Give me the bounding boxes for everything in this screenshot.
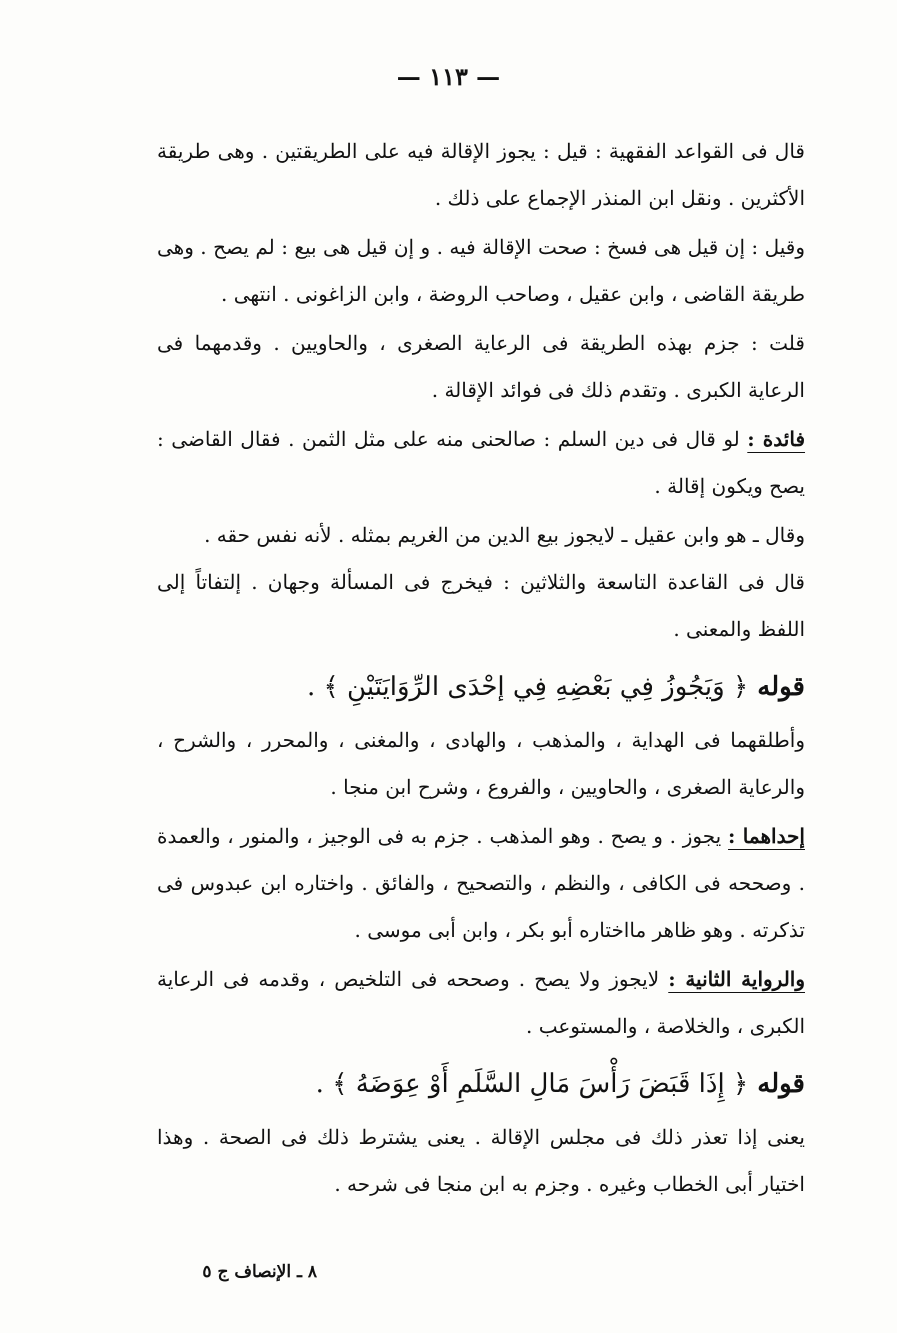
paragraph-faida <box>157 416 805 510</box>
heading-qawluhu-2 <box>157 1054 805 1114</box>
heading-1-quote: ﴿ وَيَجُوزُ فِي بَعْضِهِ فِي إحْدَى الرِّوَايَتَيْنِ ﴾ . <box>307 672 749 702</box>
paragraph-riwaya-thaniya <box>157 956 805 1050</box>
ihdahuma-label: إحداهما : <box>728 824 805 848</box>
paragraph-ihdahuma <box>157 813 805 954</box>
page-footer-signature: ٨ ـ الإنصاف ج ٥ <box>202 1262 317 1282</box>
ihdahuma-text: يجوز . و يصح . وهو المذهب . جزم به فى الوجيز ، والمنور ، والعمدة . وصححه فى الكافى ، والنظم ، والتصحيح ، والفائق . واختاره ابن عبدوس فى تذكرته . وهو ظاهر مااختاره أبو بكر ، وابن أبى موسى . <box>157 824 805 942</box>
page-number: — ١١٣ — <box>396 62 501 91</box>
heading-1-lead: قوله <box>757 672 805 702</box>
page-body <box>157 128 805 1208</box>
paragraph-wa-qala: وقال ـ هو وابن عقيل ـ لايجوز بيع الدين من الغريم بمثله . لأنه نفس حقه . <box>204 523 805 547</box>
paragraph-yani: يعنى إذا تعذر ذلك فى مجلس الإقالة . يعنى يشترط ذلك فى الصحة . وهذا اختيار أبى الخطاب وغيره . وجزم به ابن منجا فى شرحه . <box>157 1125 805 1196</box>
paragraph-atlaqahuma: وأطلقهما فى الهداية ، والمذهب ، والهادى ، والمغنى ، والمحرر ، والشرح ، والرعاية الصغرى ، والحاويين ، والفروع ، وشرح ابن منجا . <box>157 728 805 799</box>
paragraph-qila: وقيل : إن قيل هى فسخ : صحت الإقالة فيه . و إن قيل هى بيع : لم يصح . وهى طريقة القاضى ، وابن عقيل ، وصاحب الروضة ، وابن الزاغونى . انتهى . <box>157 235 806 306</box>
paragraph-qawaid: قال فى القواعد الفقهية : قيل : يجوز الإقالة فيه على الطريقتين . وهى طريقة الأكثرين . ونقل ابن المنذر الإجماع على ذلك . <box>157 139 805 210</box>
heading-qawluhu-1 <box>157 657 805 717</box>
paragraph-qaida: قال فى القاعدة التاسعة والثلاثين : فيخرج فى المسألة وجهان . إلتفاتاً إلى اللفظ والمعنى . <box>157 570 805 641</box>
riwaya-thaniya-label: والرواية الثانية : <box>668 967 805 991</box>
heading-2-lead: قوله <box>757 1069 805 1099</box>
paragraph-qultu: قلت : جزم بهذه الطريقة فى الرعاية الصغرى ، والحاويين . وقدمهما فى الرعاية الكبرى . وتقدم ذلك فى فوائد الإقالة . <box>157 331 805 402</box>
faida-label: فائدة : <box>747 427 806 451</box>
riwaya-thaniya-text: لايجوز ولا يصح . وصححه فى التلخيص ، وقدمه فى الرعاية الكبرى ، والخلاصة ، والمستوعب . <box>157 967 805 1038</box>
heading-2-quote: ﴿ إِذَا قَبَضَ رَأْسَ مَالِ السَّلَمِ أَوْ عِوَضَهُ ﴾ . <box>315 1069 749 1099</box>
faida-text: لو قال فى دين السلم : صالحنى منه على مثل الثمن . فقال القاضى : يصح ويكون إقالة . <box>157 427 805 498</box>
